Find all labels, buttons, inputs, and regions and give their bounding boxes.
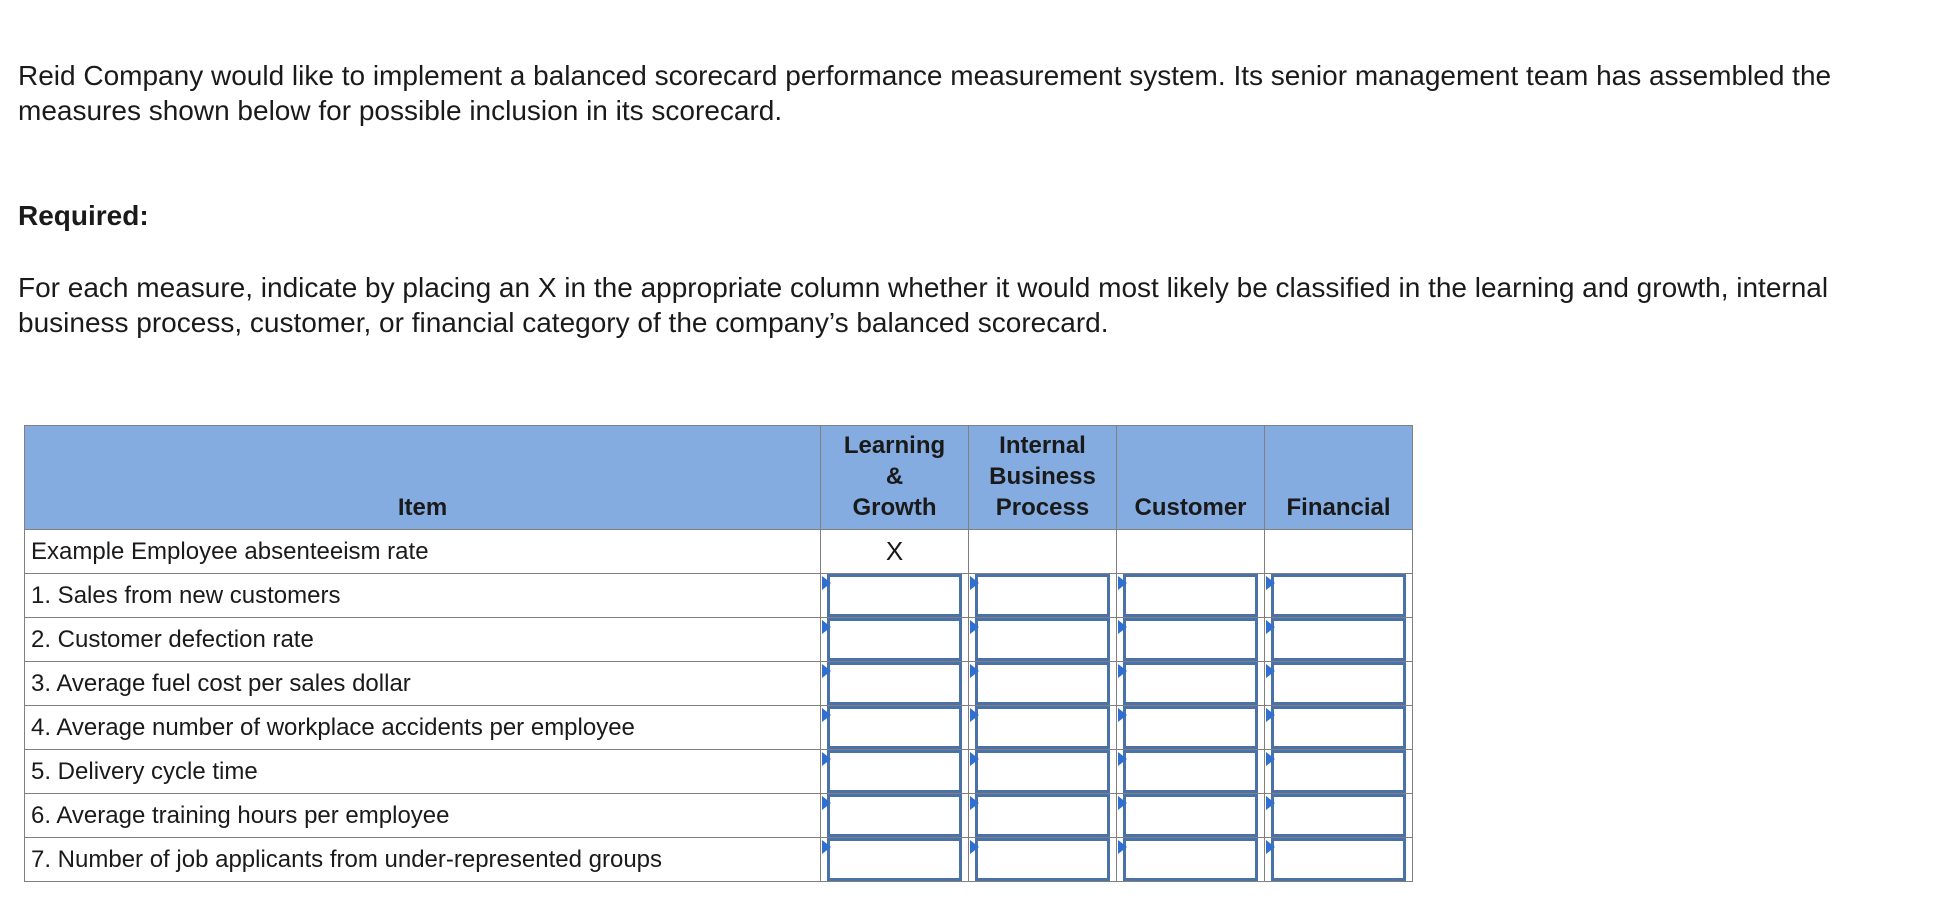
instructions-paragraph: For each measure, indicate by placing an X in the appropriate column whether it would most likely be classified in the learning and growth, internal business process, customer, or financial category of the company’s balanced scorecard. (18, 272, 1829, 338)
financial-cell (1265, 662, 1413, 706)
financial-input[interactable] (1271, 706, 1406, 749)
learning-growth-cell (821, 750, 969, 794)
table-row (25, 662, 1413, 706)
table-row (25, 838, 1413, 882)
measure-label: 6. Average training hours per employee (25, 794, 821, 838)
internal-business-process-input[interactable] (975, 750, 1110, 793)
learning-growth-input[interactable] (827, 750, 962, 793)
customer-input[interactable] (1123, 750, 1258, 793)
learning-growth-cell (821, 618, 969, 662)
internal-business-process-input[interactable] (975, 706, 1110, 749)
customer-input[interactable] (1123, 574, 1258, 617)
internal-business-process-input[interactable] (975, 618, 1110, 661)
table-row (25, 574, 1413, 618)
internal-business-process-cell (969, 794, 1117, 838)
learning-growth-cell (821, 838, 969, 882)
header-financial: Financial (1265, 426, 1413, 530)
financial-input[interactable] (1271, 618, 1406, 661)
customer-cell (1117, 706, 1265, 750)
financial-input[interactable] (1271, 662, 1406, 705)
learning-growth-cell (821, 706, 969, 750)
financial-cell (1265, 574, 1413, 618)
learning-growth-cell (821, 662, 969, 706)
table-row (25, 794, 1413, 838)
example-financial-mark (1265, 530, 1413, 574)
financial-cell (1265, 750, 1413, 794)
learning-growth-input[interactable] (827, 662, 962, 705)
financial-input[interactable] (1271, 574, 1406, 617)
measure-label: 3. Average fuel cost per sales dollar (25, 662, 821, 706)
internal-business-process-input[interactable] (975, 574, 1110, 617)
customer-input[interactable] (1123, 706, 1258, 749)
measure-label: 5. Delivery cycle time (25, 750, 821, 794)
header-internal-business-process: Internal Business Process (969, 426, 1117, 530)
learning-growth-input[interactable] (827, 838, 962, 881)
table-row (25, 706, 1413, 750)
example-item-label: Example Employee absenteeism rate (25, 530, 821, 574)
customer-input[interactable] (1123, 838, 1258, 881)
financial-cell (1265, 794, 1413, 838)
scorecard-table (24, 425, 1413, 882)
financial-cell (1265, 706, 1413, 750)
financial-input[interactable] (1271, 838, 1406, 881)
customer-input[interactable] (1123, 662, 1258, 705)
table-row (25, 750, 1413, 794)
financial-cell (1265, 838, 1413, 882)
measure-label: 1. Sales from new customers (25, 574, 821, 618)
learning-growth-cell (821, 794, 969, 838)
measure-label: 2. Customer defection rate (25, 618, 821, 662)
example-internal-business-process-mark (969, 530, 1117, 574)
internal-business-process-cell (969, 574, 1117, 618)
customer-cell (1117, 838, 1265, 882)
customer-input[interactable] (1123, 794, 1258, 837)
measure-label: 4. Average number of workplace accidents per employee (25, 706, 821, 750)
header-learning-growth: Learning & Growth (821, 426, 969, 530)
customer-cell (1117, 662, 1265, 706)
learning-growth-input[interactable] (827, 706, 962, 749)
example-customer-mark (1117, 530, 1265, 574)
intro-paragraph: Reid Company would like to implement a balanced scorecard performance measurement system. Its senior management team has assembled the measures shown below for possible inclusion in its scorecard. (18, 60, 1832, 126)
internal-business-process-cell (969, 838, 1117, 882)
learning-growth-input[interactable] (827, 618, 962, 661)
internal-business-process-input[interactable] (975, 794, 1110, 837)
learning-growth-input[interactable] (827, 794, 962, 837)
internal-business-process-cell (969, 618, 1117, 662)
learning-growth-input[interactable] (827, 574, 962, 617)
table-row (25, 618, 1413, 662)
internal-business-process-input[interactable] (975, 662, 1110, 705)
customer-cell (1117, 750, 1265, 794)
financial-cell (1265, 618, 1413, 662)
financial-input[interactable] (1271, 794, 1406, 837)
internal-business-process-cell (969, 706, 1117, 750)
required-heading: Required: (18, 200, 149, 231)
header-item: Item (25, 426, 821, 530)
customer-cell (1117, 794, 1265, 838)
learning-growth-cell (821, 574, 969, 618)
measure-label: 7. Number of job applicants from under-represented groups (25, 838, 821, 882)
internal-business-process-cell (969, 662, 1117, 706)
header-row (25, 426, 1413, 530)
customer-input[interactable] (1123, 618, 1258, 661)
example-learning-growth-mark: X (821, 530, 969, 574)
financial-input[interactable] (1271, 750, 1406, 793)
header-customer: Customer (1117, 426, 1265, 530)
internal-business-process-cell (969, 750, 1117, 794)
example-row (25, 530, 1413, 574)
internal-business-process-input[interactable] (975, 838, 1110, 881)
customer-cell (1117, 574, 1265, 618)
customer-cell (1117, 618, 1265, 662)
